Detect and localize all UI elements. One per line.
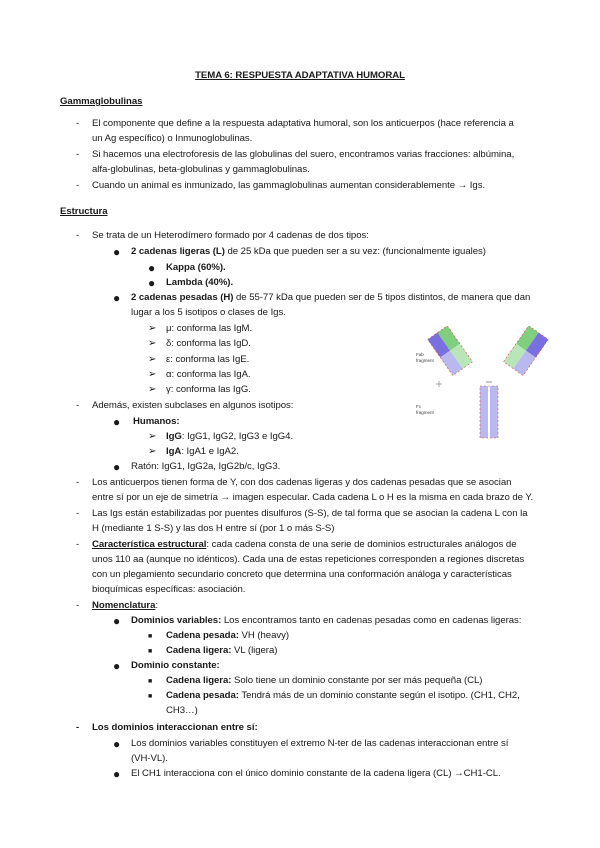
paragraph-line: alfa-globulinas, beta-globulinas y gammaglobulinas. <box>92 164 310 175</box>
arrow-marker: ➢ <box>148 431 157 442</box>
text-run: : IgA1 e IgA2. <box>181 446 239 457</box>
dash-marker: - <box>76 400 80 411</box>
bullet-marker: ● <box>113 659 121 673</box>
paragraph-line <box>166 630 289 642</box>
left-arm <box>428 326 473 376</box>
bullet-marker: ● <box>148 276 156 290</box>
paragraph-line: μ: conforma las IgM. <box>166 323 253 334</box>
paragraph-line: H (mediante 1 S-S) y las dos H entre sí (por 1 o más S-S) <box>92 523 335 534</box>
paragraph-line: Los dominios interaccionan entre sí: <box>92 722 258 733</box>
paragraph-line: unos 110 aa (aunque no idénticos). Cada una de estas repeticiones corresponden a regiones discretas <box>92 554 525 565</box>
paragraph-line: Kappa (60%). <box>166 262 226 273</box>
bullet-marker: ● <box>113 245 121 259</box>
paragraph-line: un Ag específico) o Inmunoglobulinas. <box>92 133 253 144</box>
heavy-chain-fc-left <box>480 386 488 438</box>
paragraph-line: ε: conforma las IgE. <box>166 354 250 365</box>
dash-marker: - <box>76 508 80 519</box>
dash-marker: - <box>76 230 80 241</box>
paragraph-line: El componente que define a la respuesta adaptativa humoral, son los anticuerpos (hace referencia a <box>92 118 514 129</box>
paragraph-line <box>166 446 239 458</box>
bold-term: IgG <box>166 431 182 442</box>
fc-label: Fc <box>416 404 421 409</box>
bold-term: Cadena pesada: <box>166 690 239 701</box>
text-run: Tendrá más de un dominio constante según el isotipo. (CH1, CH2, <box>238 690 520 701</box>
text-run: de 25 kDa que pueden ser a su vez: (funcionalmente iguales) <box>224 246 486 257</box>
right-arm <box>503 326 548 376</box>
dash-marker: - <box>76 722 80 733</box>
bullet-marker: ● <box>113 415 121 429</box>
bold-term: Característica estructural <box>92 539 207 550</box>
text-run: de 55-77 kDa que pueden ser de 5 tipos distintos, de manera que dan <box>233 292 531 303</box>
paragraph-line: bioquímicas específicas: asociación. <box>92 584 246 595</box>
fab-label-2: fragment <box>416 358 434 363</box>
paragraph-line: α: conforma las IgA. <box>166 369 251 380</box>
bullet-marker: ● <box>113 767 121 781</box>
square-marker: ■ <box>148 678 153 685</box>
dash-marker: - <box>76 149 80 160</box>
paragraph-line: Los dominios variables constituyen el extremo N-ter de las cadenas interaccionan entre sí <box>131 738 509 749</box>
paragraph-line <box>92 539 516 551</box>
paragraph-line: Dominio constante: <box>131 660 220 671</box>
paragraph-line: γ: conforma las IgG. <box>166 384 251 395</box>
arrow-marker: ➢ <box>148 338 157 349</box>
arrow-marker: ➢ <box>148 354 157 365</box>
paragraph-line <box>166 431 293 443</box>
text-run: VH (heavy) <box>238 630 289 641</box>
paragraph-line <box>166 645 277 657</box>
dash-marker: - <box>76 539 80 550</box>
text-run: : cada cadena consta de una serie de dominios estructurales análogos de <box>206 539 517 550</box>
fab-label: Fab <box>416 352 424 357</box>
arrow-marker: ➢ <box>148 369 157 380</box>
heavy-chain-fc-right <box>490 386 498 438</box>
dash-marker: - <box>76 118 80 129</box>
square-marker: ■ <box>148 693 153 700</box>
section-heading-estructura: Estructura <box>60 206 108 217</box>
bold-term: Cadena ligera: <box>166 675 232 686</box>
bold-term: 2 cadenas ligeras (L) <box>131 246 225 257</box>
text-run: : <box>155 600 159 611</box>
bold-term: Cadena ligera: <box>166 645 232 656</box>
bold-term: Nomenclatura <box>92 600 156 611</box>
paragraph-line: Los anticuerpos tienen forma de Y, con dos cadenas ligeras y dos cadenas pesadas que se asocian <box>92 477 512 488</box>
paragraph-line: Además, existen subclases en algunos isotipos: <box>92 400 294 411</box>
text-run: VL (ligera) <box>231 645 278 656</box>
page-title: TEMA 6: RESPUESTA ADAPTATIVA HUMORAL <box>195 70 405 81</box>
text-run: Los encontramos tanto en cadenas pesadas como en cadenas ligeras: <box>221 615 522 626</box>
dash-marker: - <box>76 180 80 191</box>
bullet-marker: ● <box>148 261 156 275</box>
arrow-marker: ➢ <box>148 323 157 334</box>
text-run: Solo tiene un dominio constante por ser más pequeña (CL) <box>231 675 483 686</box>
paragraph-line: Cuando un animal es inmunizado, las gammaglobulinas aumentan considerablemente → Igs. <box>92 180 486 191</box>
bold-term: Cadena pesada: <box>166 630 239 641</box>
paragraph-line: (VH-VL). <box>131 753 168 764</box>
text-run: : IgG1, IgG2, IgG3 e IgG4. <box>181 431 294 442</box>
paragraph-line: Humanos: <box>133 416 180 427</box>
paragraph-line <box>92 600 158 612</box>
dash-marker: - <box>76 477 80 488</box>
paragraph-line <box>131 615 521 627</box>
dash-marker: - <box>76 600 80 611</box>
bold-term: 2 cadenas pesadas (H) <box>131 292 234 303</box>
fc-label-2: fragment <box>416 410 434 415</box>
paragraph-line: Se trata de un Heterodímero formado por 4 cadenas de dos tipos: <box>92 230 369 241</box>
paragraph-line <box>131 246 486 258</box>
square-marker: ■ <box>148 633 153 640</box>
bold-term: IgA <box>166 446 182 457</box>
section-heading-gammaglobulinas: Gammaglobulinas <box>60 96 143 107</box>
bullet-marker: ● <box>113 291 121 305</box>
bold-term: Dominios variables: <box>131 615 222 626</box>
paragraph-line: Lambda (40%). <box>166 277 234 288</box>
paragraph-line: δ: conforma las IgD. <box>166 338 251 349</box>
paragraph-line: Si hacemos una electroforesis de las globulinas del suero, encontramos varias fracciones: albúmina, <box>92 149 515 160</box>
bullet-marker: ● <box>113 737 121 751</box>
paragraph-line: Ratón: IgG1, IgG2a, IgG2b/c, IgG3. <box>131 461 281 472</box>
antibody-diagram <box>408 326 568 444</box>
square-marker: ■ <box>148 648 153 655</box>
paragraph-line: lugar a los 5 isotipos o clases de Igs. <box>131 307 286 318</box>
arrow-marker: ➢ <box>148 446 157 457</box>
paragraph-line <box>131 292 530 304</box>
bullet-marker: ● <box>113 460 121 474</box>
arrow-marker: ➢ <box>148 384 157 395</box>
paragraph-line: El CH1 interacciona con el único dominio constante de la cadena ligera (CL) →CH1-CL. <box>131 768 501 779</box>
paragraph-line <box>166 675 482 687</box>
paragraph-line: entre sí por un eje de simetría → imagen especular. Cada cadena L o H es la misma en cada brazo de Y. <box>92 492 534 503</box>
paragraph-line: con un plegamiento secundario concreto que determina una conformación análoga y características <box>92 569 512 580</box>
paragraph-line: Las Igs están estabilizadas por puentes disulfuros (S-S), de tal forma que se asocian la cadena L con la <box>92 508 528 519</box>
paragraph-line <box>166 690 520 702</box>
bullet-marker: ● <box>113 614 121 628</box>
paragraph-line: CH3…) <box>166 705 198 716</box>
